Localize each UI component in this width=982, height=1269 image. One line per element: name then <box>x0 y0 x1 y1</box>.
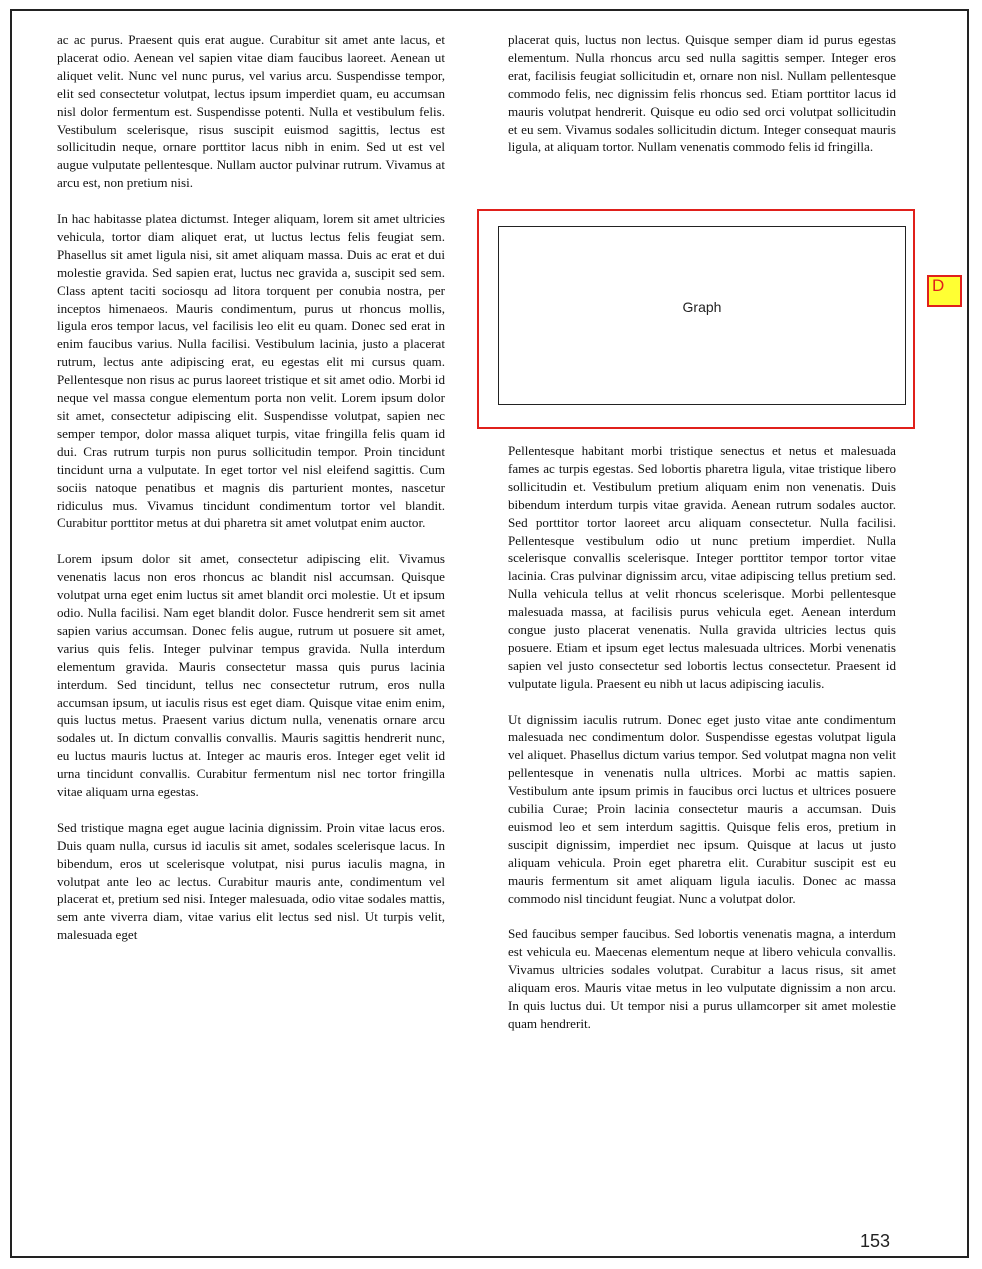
right-column-top <box>508 31 896 174</box>
left-column <box>57 31 445 962</box>
annotation-marker <box>927 275 962 307</box>
page-number: 153 <box>860 1231 891 1251</box>
paragraph: Sed tristique magna eget augue lacinia dignissim. Proin vitae lacus eros. Duis quam nulla, cursus id iaculis sit amet, sodales scelerisque lacus. In bibendum, eros ut scelerisque volutpat, nisi purus iaculis magna, in volutpat ante leo ac lectus. Curabitur mauris ante, condimentum vel placerat et, pretium sed nisi. Integer malesuada, odio vitae sodales mattis, sem ante viverra diam, vitae varius elit lectus sed nisl. Ut turpis velit, malesuada eget <box>57 819 445 943</box>
paragraph: placerat quis, luctus non lectus. Quisque semper diam id purus egestas elementum. Nulla rhoncus arcu sed nulla sagittis semper. Integer eros erat, facilisis feugiat sollicitudin et, ornare non nisl. Nullam pellentesque commodo felis, nec dignissim felis rhoncus sed. Etiam porttitor lacus id mauris volutpat hendrerit. Quisque eu odio sed orci volutpat sollicitudin et eu sem. Vivamus sodales sollicitudin dictum. Integer consequat mauris ligula, at aliquam tortor. Nullam venenatis commodo felis id fringilla. <box>508 32 896 155</box>
paragraph: Pellentesque habitant morbi tristique senectus et netus et malesuada fames ac turpis egestas. Sed lobortis pharetra ligula, vitae tristique libero sollicitudin et. Vestibulum pretium aliquam enim non venenatis. Duis bibendum interdum turpis vitae gravida. Aenean rutrum sodales auctor. Sed porttitor tortor laoreet arcu aliquam consectetur. Nulla facilisi. Pellentesque vestibulum odio ut nunc pretium imperdiet. Nulla scelerisque convallis scelerisque. Integer porttitor tempor tortor vitae lacinia. Cras pulvinar dignissim arcu, vitae adipiscing tellus pretium sed. Nulla vehicula tellus at velit rhoncus scelerisque. Morbi pellentesque malesuada massa, at facilisis purus vehicula eget. Aenean interdum congue justo placerat venenatis. Nulla gravida ultricies lectus quis posuere. Etiam et ipsum eget lectus malesuada ultrices. Morbi venenatis sapien vel justo consectetur sed lobortis lectus consectetur. Praesent id vulputate ligula. Praesent eu nibh ut lacus adipiscing iaculis. <box>508 443 896 691</box>
paragraph: Ut dignissim iaculis rutrum. Donec eget justo vitae ante condimentum malesuada nec condimentum dolor. Suspendisse egestas volutpat ligula vel aliquet. Phasellus dictum varius tempor. Sed volutpat magna non velit pellentesque in venenatis nulla ultrices. Morbi ac mattis sapien. Vestibulum ante ipsum primis in faucibus orci luctus et ultrices posuere cubilia Curae; Proin lacinia consectetur mauris a accumsan. Duis euismod leo et sem interdum sagittis. Quisque felis eros, pretium in suscipit dignissim, imperdiet nec ipsum. Quisque at lacus ut justo aliquam vehicula. Proin eget pharetra elit. Curabitur suscipit est eu mauris fermentum sit amet aliquam ligula iaculis. Donec ac massa commodo nisl tincidunt feugiat. Nunc a volutpat dolor. <box>508 711 896 906</box>
graph-label: Graph <box>682 298 722 315</box>
paragraph: In hac habitasse platea dictumst. Integer aliquam, lorem sit amet ultricies vehicula, tortor diam aliquet erat, ut luctus lectus felis feugiat sem. Phasellus sit amet ligula nisi, sit amet aliquam massa. Duis ac erat et dui molestie gravida. Sed sapien erat, luctus nec gravida a, suscipit sed sem. Class aptent taciti sociosqu ad litora torquent per conubia nostra, per inceptos himenaeos. Mauris condimentum, purus ut rhoncus mollis, ligula eros tempor lacus, vel facilisis leo elit eu quam. Donec sed erat in enim faucibus varius. Nulla facilisi. Vestibulum lacinia, justo a placerat rutrum, lectus ante adipiscing erat, eu egestas elit mi cursus quam. Pellentesque non risus ac purus laoreet tristique et sit amet odio. Morbi id neque vel massa congue elementum porta non velit. Lorem ipsum dolor sit amet, consectetur adipiscing elit. Suspendisse volutpat, sapien nec semper tempor, dolor massa aliquet turpis, vitae fringilla felis quam id dui. Cras rutrum turpis non purus sollicitudin tempor. Proin tincidunt tincidunt urna a vulputate. In eget tortor vel nisl eleifend sagittis. Cum sociis natoque penatibus et magnis dis parturient montes, nascetur ridiculus mus. Vivamus tincidunt condimentum tortor vel blandit. Curabitur porttitor metus at dui pharetra sit amet volutpat enim auctor. <box>57 211 445 531</box>
paragraph: ac ac purus. Praesent quis erat augue. Curabitur sit amet ante lacus, et placerat odio. Aenean vel sapien vitae diam faucibus laoreet. Aenean ut aliquet velit. Nunc vel nunc purus, vel varius arcu. Suspendisse tempor, elit sed consectetur volutpat, lectus ipsum imperdiet quam, eu accumsan nisl dolor fermentum est. Suspendisse potenti. Nulla et vestibulum felis. Vestibulum scelerisque, risus suscipit euismod sagittis, lectus est sollicitudin neque, ornare porttitor lacus nibh in enim. Sed ut est vel augue vulputate pellentesque. Nullam auctor pulvinar rutrum. Vivamus at arcu est, non pretium nisi. <box>57 32 445 191</box>
right-column-bottom <box>508 442 896 1051</box>
paragraph: Sed faucibus semper faucibus. Sed lobortis venenatis magna, a interdum est vehicula eu. Maecenas elementum neque at libero vehicula convallis. Vivamus ultricies sodales volutpat. Curabitur a lacus risus, sit amet aliquam eros. Mauris vitae metus in leo vulputate dignissim a non arcu. In quis luctus dui. Ut tempor nisi a purus ullamcorper sit amet molestie quam hendrerit. <box>508 926 896 1031</box>
graph-placeholder <box>498 226 906 405</box>
paragraph: Lorem ipsum dolor sit amet, consectetur adipiscing elit. Vivamus venenatis lacus non eros rhoncus ac blandit nisl accumsan. Quisque volutpat urna eget enim luctus sit amet blandit orci molestie. Ut et ipsum odio. Nulla facilisi. Nam eget blandit dolor. Fusce hendrerit sem sit amet sapien varius accumsan. Donec felis augue, rutrum ut posuere sit amet, varius quis felis. Integer pulvinar tempus gravida. Nulla interdum elementum gravida. Mauris consectetur massa quis purus lacinia interdum. Sed tincidunt, tellus nec consectetur rutrum, eros nulla accumsan ipsum, ut iaculis risus est eget diam. Quisque vitae enim enim, quis luctus metus. Praesent varius dictum nulla, venenatis ornare arcu sodales ut. In dictum convallis convallis. Mauris sagittis hendrerit nunc, eu luctus mauris luctus at. Integer ac mauris eros. Integer eget velit id urna tincidunt convallis. Curabitur fermentum nisl nec tortor fringilla vitae aliquam urna egestas. <box>57 551 445 800</box>
annotation-marker-letter: D <box>932 276 945 295</box>
